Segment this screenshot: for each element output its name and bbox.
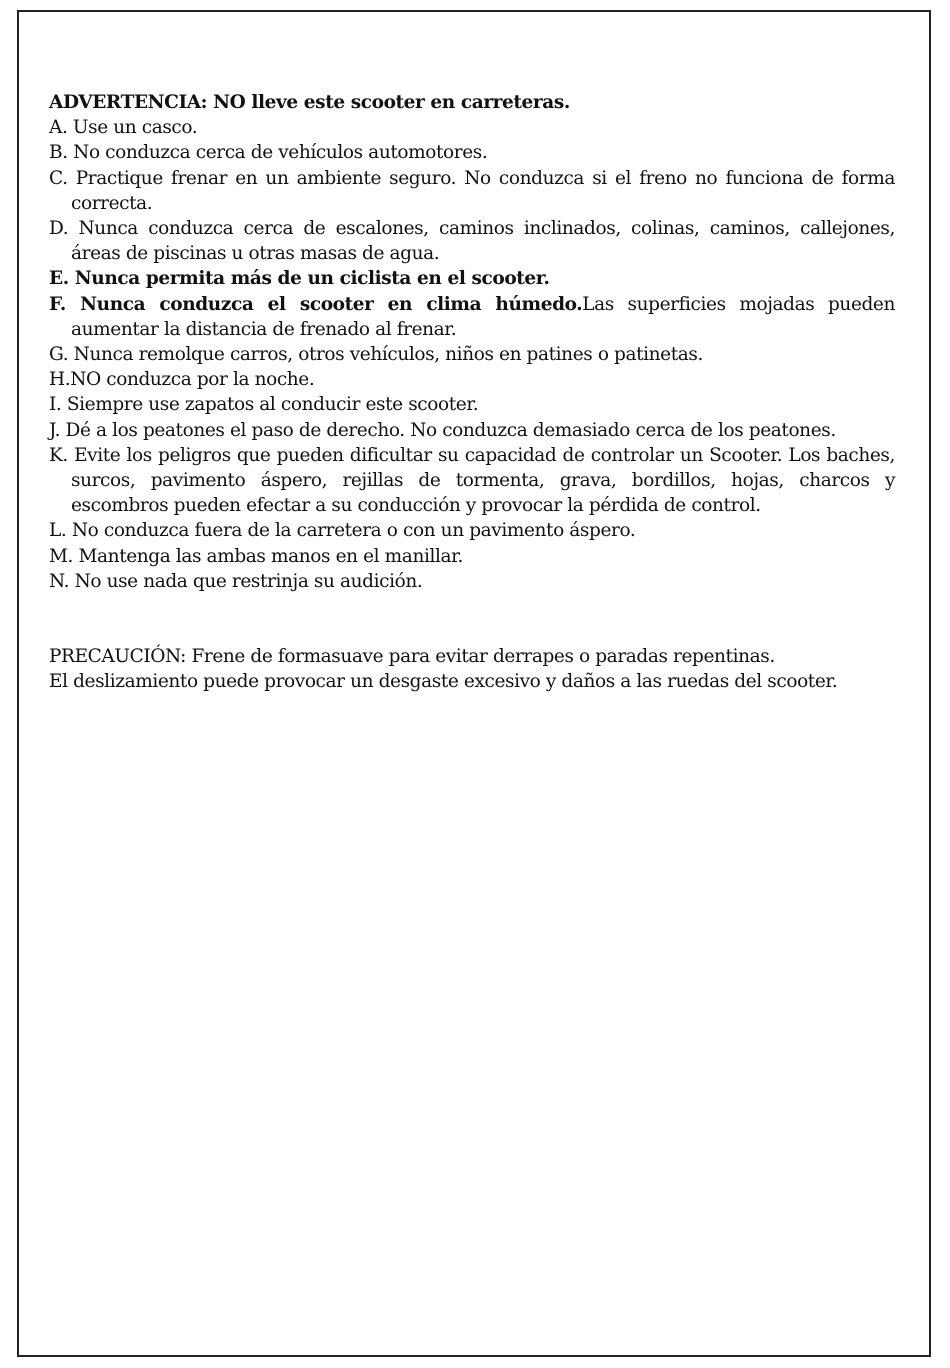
- warning-item-k: K. Evite los peligros que pueden dificultar su capacidad de controlar un Scooter. Los baches, surcos, pavimento áspero, rejillas de tormenta, grava, bordillos, hojas, charcos y escombros pueden efectar a su conducción y provocar la pérdida de control.: [49, 444, 895, 517]
- warning-item-f-bold: F. Nunca conduzca el scooter en clima húmedo.: [49, 293, 583, 315]
- caution-line-2: El deslizamiento puede provocar un desgaste excesivo y daños a las ruedas del scooter.: [49, 671, 838, 693]
- warning-item-f-text: Las superficies mojadas pueden aumentar la distancia de frenado al frenar.: [71, 293, 895, 340]
- warning-item-j: J. Dé a los peatones el paso de derecho. No conduzca demasiado cerca de los peatones.: [49, 419, 836, 441]
- warning-item-b: B. No conduzca cerca de vehículos automotores.: [49, 142, 488, 164]
- document-body: [49, 90, 895, 694]
- caution-line-1: PRECAUCIÓN: Frene de formasuave para evitar derrapes o paradas repentinas.: [49, 646, 775, 668]
- warning-heading: ADVERTENCIA: NO lleve este scooter en carreteras.: [49, 92, 570, 113]
- warning-item-f: [49, 292, 895, 342]
- warning-item-l: L. No conduzca fuera de la carretera o con un pavimento áspero.: [49, 520, 636, 542]
- warning-item-c: C. Practique frenar en un ambiente seguro. No conduzca si el freno no funciona de forma correcta.: [49, 167, 895, 214]
- section-spacer: [49, 594, 895, 644]
- warning-item-m: M. Mantenga las ambas manos en el manillar.: [49, 545, 464, 567]
- warning-item-e: E. Nunca permita más de un ciclista en el scooter.: [49, 268, 550, 290]
- warning-item-d: D. Nunca conduzca cerca de escalones, caminos inclinados, colinas, caminos, callejones, áreas de piscinas u otras masas de agua.: [49, 218, 895, 265]
- warning-item-n: N. No use nada que restrinja su audición.: [49, 570, 423, 592]
- warning-item-i: I. Siempre use zapatos al conducir este scooter.: [49, 394, 479, 416]
- warning-item-g: G. Nunca remolque carros, otros vehículos, niños en patines o patinetas.: [49, 344, 703, 366]
- warning-item-h: H.NO conduzca por la noche.: [49, 369, 315, 391]
- warning-item-a: A. Use un casco.: [49, 117, 198, 139]
